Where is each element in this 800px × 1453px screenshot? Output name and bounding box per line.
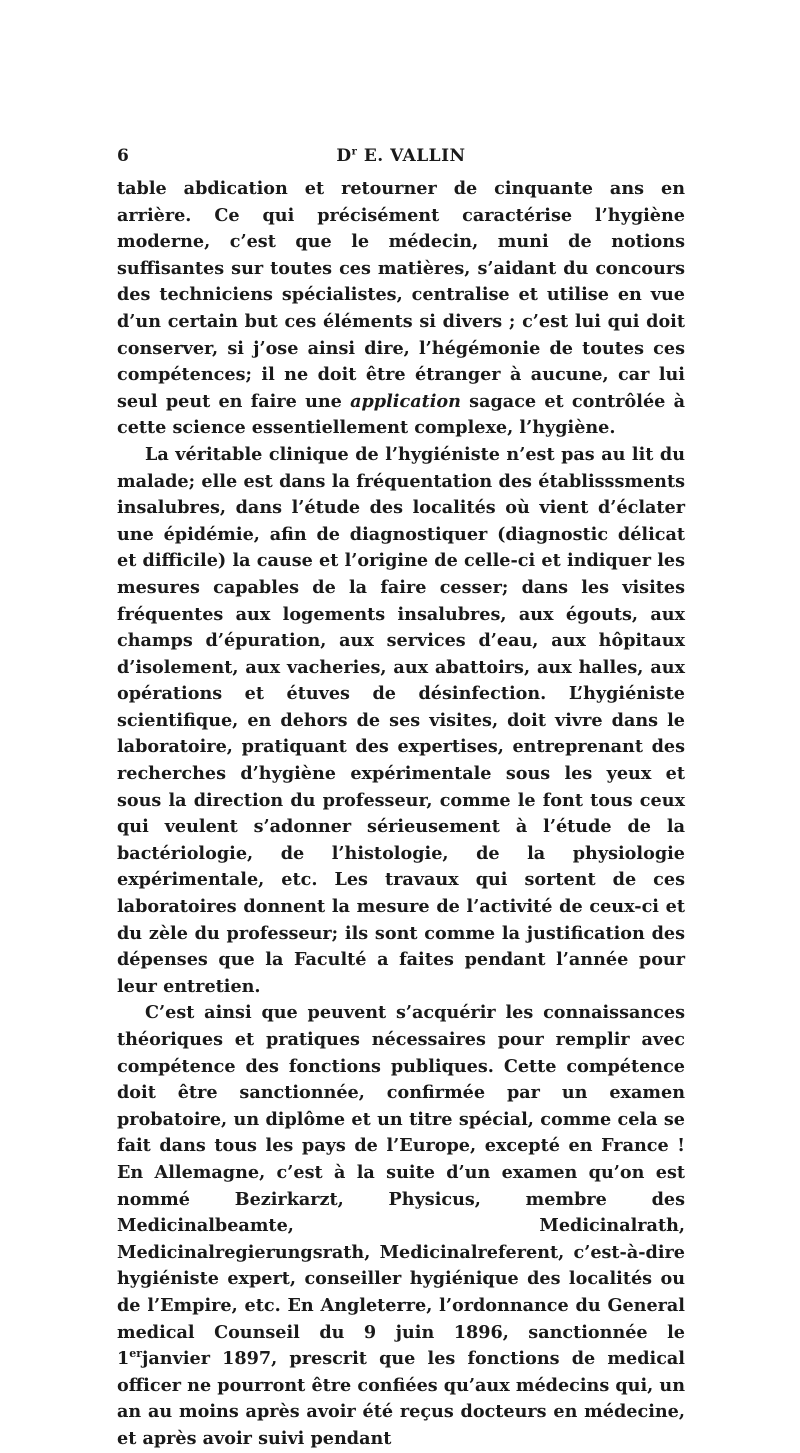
paragraph-1-text-start: table abdication et retourner de cinquante ans en arrière. Ce qui précisément caractérise l’hygiène moderne, c’est que le médecin, muni de notions suffisantes sur toutes ces matières, s’aidant du concours des techniciens spécialistes, centralise et utilise en vue d’un certain but ces éléments si divers ; c’est lui qui doit conserver, si j’ose ainsi dire, l’hégémonie de toutes ces compétences; il ne doit être étranger à aucune, car lui seul peut en faire une xyxy=(117,178,685,412)
author-name: E. VALLIN xyxy=(357,146,466,166)
paragraph-3 xyxy=(117,1000,685,1452)
paragraph-2: La véritable clinique de l’hygiéniste n’est pas au lit du malade; elle est dans la fréquentation des établisssments insalubres, dans l’étude des localités où vient d’éclater une épidémie, afin de diagnostiquer (diagnostic délicat et difficile) la cause et l’origine de celle-ci et indiquer les mesures capables de la faire cesser; dans les visites fréquentes aux logements insalubres, aux égouts, aux champs d’épuration, aux services d’eau, aux hôpitaux d’isolement, aux vacheries, aux abattoirs, aux halles, aux opérations et étuves de désinfection. L’hygiéniste scientifique, en dehors de ses visites, doit vivre dans le laboratoire, pratiquant des expertises, entreprenant des recherches d’hygiène expérimentale sous les yeux et sous la direction du professeur, comme le font tous ceux qui veulent s’adonner sérieusement à l’étude de la bactériologie, de l’histologie, de la physiologie expérimentale, etc. Les travaux qui sortent de ces laboratoires donnent la mesure de l’activité de ceux-ci et du zèle du professeur; ils sont comme la justification des dépenses que la Faculté a faites pendant l’année pour leur entretien. xyxy=(117,443,685,997)
author-prefix: D xyxy=(336,146,352,166)
book-page xyxy=(117,146,685,1453)
paragraph-3-text-start: C’est ainsi que peuvent s’acquérir les connaissances théoriques et pratiques nécessaires pour remplir avec compétence des fonctions publiques. Cette compétence doit être sanctionnée, confirmée par un examen probatoire, un diplôme et un titre spécial, comme cela se fait dans tous les pays de l’Europe, excepté en France ! En Allemagne, c’est à la suite d’un examen qu’on est nommé Bezirkarzt, Physicus, membre des Medicinalbeamte, Medicinalrath, Medicinalregierungsrath, Medicinalreferent, c’est-à-dire hygiéniste expert, conseiller hygiénique des localités ou de l’Empire, etc. En Angleterre, l’ordonnance du General medical Counseil du 9 juin 1896, sanctionnée le 1 xyxy=(117,1002,685,1370)
author-prefix-superscript: r xyxy=(351,146,358,158)
paragraph-3-text-end: janvier 1897, prescrit que les fonctions de medical officer ne pourront être confiées qu’aux médecins qui, un an au moins après avoir été reçus docteurs en médecine, et après avoir suivi pendant xyxy=(117,1348,685,1449)
body-text xyxy=(117,176,685,1453)
page-number: 6 xyxy=(117,146,129,166)
ordinal-superscript: er xyxy=(129,1347,143,1361)
italic-term-application: application xyxy=(350,390,461,412)
paragraph-1-text-end: sagace et contrôlée à cette science essentiellement complexe, l’hygiène. xyxy=(117,390,685,439)
paragraph-1 xyxy=(117,176,685,442)
running-header xyxy=(117,146,685,176)
running-head-author xyxy=(117,146,685,166)
